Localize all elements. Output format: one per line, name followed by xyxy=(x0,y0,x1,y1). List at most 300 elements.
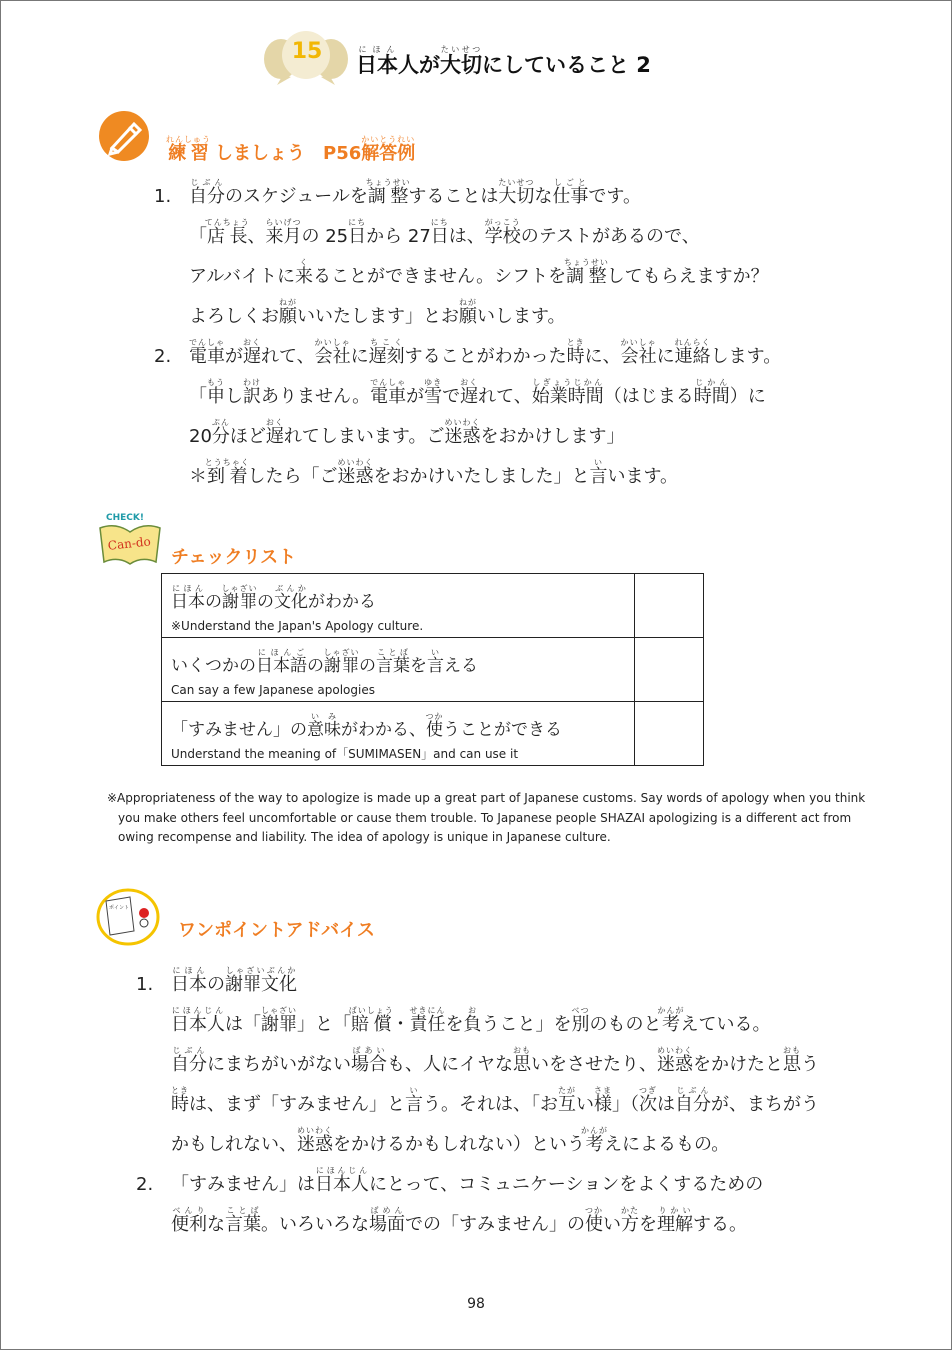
text-segment: での「すみません」の xyxy=(405,1214,585,1235)
furigana: めいわく xyxy=(337,458,374,467)
checklist-item-en: Understand the meaning of「SUMIMASEN」and can use it xyxy=(171,747,519,761)
ruby-base: 時 xyxy=(566,346,585,367)
text-segment: ほど xyxy=(229,426,266,447)
advice-item-number: 1. xyxy=(136,974,154,995)
ruby-word xyxy=(225,966,297,995)
text-segment: う xyxy=(801,1054,819,1075)
text-segment: にとって、コミュニケーションをよくするための xyxy=(369,1174,764,1195)
text-segment: は、まず「すみません」と xyxy=(189,1094,405,1115)
text-segment: することがわかった xyxy=(404,346,567,367)
note-line: you make others feel uncomfortable or cause them trouble. To Japanese people SHAZAI apologizing is a different act from xyxy=(118,810,852,825)
furigana: おく xyxy=(460,378,479,387)
furigana: しぎょうじかん xyxy=(531,378,604,387)
ruby-base: 日本人 xyxy=(171,1014,225,1035)
text-segment: をかけたと xyxy=(693,1054,783,1075)
ruby-word xyxy=(621,1206,639,1235)
ruby-word xyxy=(620,338,657,367)
furigana: もう xyxy=(207,378,225,387)
ruby-base: 言 xyxy=(405,1094,423,1115)
text-segment: な xyxy=(207,1214,225,1235)
ruby-word xyxy=(361,135,416,164)
ruby-base: 迷惑 xyxy=(297,1134,333,1155)
text-segment: 」（ xyxy=(612,1094,639,1115)
ruby-base: 大切 xyxy=(498,186,535,207)
furigana: たいせつ xyxy=(440,45,482,54)
ruby-base: 謝罪 xyxy=(323,656,360,676)
ruby-base: 言葉 xyxy=(376,656,410,676)
text-segment: いくつかの xyxy=(171,656,256,676)
ruby-base: 日本 xyxy=(171,592,205,612)
ruby-base: 言葉 xyxy=(225,1214,261,1235)
ruby-base: 文化 xyxy=(274,592,308,612)
ruby-base: 迷惑 xyxy=(337,466,374,487)
ruby-word xyxy=(265,218,302,247)
furigana: おく xyxy=(243,338,261,347)
text-line xyxy=(189,417,781,457)
apology-note xyxy=(107,789,867,848)
ruby-word xyxy=(675,1086,711,1115)
text-segment: に xyxy=(656,346,675,367)
ruby-word xyxy=(440,45,482,77)
ruby-word xyxy=(189,178,225,207)
text-segment: することは xyxy=(408,186,499,207)
ruby-word xyxy=(571,1006,590,1035)
text-segment: いします。 xyxy=(477,306,566,327)
ruby-word xyxy=(460,378,479,407)
ruby-word xyxy=(171,966,207,995)
ruby-base: 申 xyxy=(207,386,225,407)
furigana: ことば xyxy=(376,648,410,657)
ruby-word xyxy=(398,53,419,77)
text-segment: いいたします」とお xyxy=(297,306,459,327)
ruby-word xyxy=(295,258,314,287)
ruby-word xyxy=(589,458,608,487)
lesson-number: 15 xyxy=(291,39,323,64)
ruby-base: 責任 xyxy=(409,1014,446,1035)
text-segment: いをさせたり、 xyxy=(531,1054,657,1075)
text-segment: よろしくお xyxy=(189,306,279,327)
furigana: ぷん xyxy=(211,418,230,427)
ruby-word xyxy=(365,178,411,207)
furigana: しゃざいぶんか xyxy=(225,966,297,975)
furigana: にほん xyxy=(171,966,207,975)
ruby-base: 会社 xyxy=(620,346,657,367)
text-segment: をおかけいたしました」と xyxy=(373,466,590,487)
furigana: しごと xyxy=(552,178,589,187)
text-line xyxy=(171,1165,763,1205)
furigana: じぶん xyxy=(675,1086,711,1095)
ruby-base: 便利 xyxy=(171,1214,207,1235)
furigana: せきにん xyxy=(409,1006,446,1015)
furigana: ちこく xyxy=(368,338,405,347)
checklist-checkbox[interactable] xyxy=(635,702,704,766)
furigana: しゃざい xyxy=(221,584,258,593)
furigana: めいわく xyxy=(657,1046,693,1055)
ruby-base: 大切 xyxy=(440,53,482,77)
checklist-item-jp xyxy=(171,584,625,617)
furigana: ちょうせい xyxy=(563,258,609,267)
ruby-word xyxy=(424,378,443,407)
ruby-word xyxy=(314,338,351,367)
ruby-base: 様 xyxy=(594,1094,612,1115)
ruby-word xyxy=(674,338,711,367)
ruby-base: 自分 xyxy=(171,1054,207,1075)
ruby-base: 考 xyxy=(581,1134,608,1155)
ruby-word xyxy=(370,378,407,407)
text-segment: は xyxy=(657,1094,675,1115)
ruby-word xyxy=(189,338,225,367)
ruby-base: 時 xyxy=(171,1094,189,1115)
furigana: にほんじん xyxy=(315,1166,369,1175)
text-line xyxy=(189,257,769,297)
ruby-base: 自分 xyxy=(675,1094,711,1115)
furigana: めいわく xyxy=(297,1126,333,1135)
ruby-word xyxy=(279,298,297,327)
note-line: ※Appropriateness of the way to apologize is made up a great part of Japanese customs. Say words of apology when you think xyxy=(107,791,866,805)
ruby-base: 人 xyxy=(398,53,419,77)
furigana: ことば xyxy=(225,1206,261,1215)
text-segment: は「 xyxy=(225,1014,261,1035)
ruby-word xyxy=(513,1046,531,1075)
ruby-word xyxy=(171,1206,207,1235)
text-segment: が xyxy=(225,346,243,367)
text-segment: が、まちがう xyxy=(711,1094,819,1115)
furigana: でんしゃ xyxy=(189,338,225,347)
text-segment: （はじまる xyxy=(603,386,694,407)
furigana: かいとうれい xyxy=(361,135,416,144)
text-segment: のスケジュールを xyxy=(225,186,368,207)
ruby-base: 時間 xyxy=(693,386,730,407)
furigana: ねが xyxy=(279,298,297,307)
text-segment: も、人にイヤな xyxy=(387,1054,513,1075)
ruby-base: 分 xyxy=(211,426,230,447)
furigana: ねが xyxy=(459,298,477,307)
furigana: さま xyxy=(594,1086,612,1095)
ruby-word xyxy=(484,218,521,247)
checklist-item-jp xyxy=(171,648,625,681)
text-segment: れて、 xyxy=(261,346,315,367)
ruby-word xyxy=(351,1046,387,1075)
ruby-base: 調整 xyxy=(563,266,609,287)
ruby-base: 遅刻 xyxy=(368,346,405,367)
pencil-icon xyxy=(98,110,150,162)
ruby-word xyxy=(369,1206,405,1235)
ruby-word xyxy=(783,1046,801,1075)
furigana: じぶん xyxy=(189,178,225,187)
furigana: かいしゃ xyxy=(314,338,351,347)
furigana: ばあい xyxy=(351,1046,387,1055)
text-segment: です。 xyxy=(588,186,641,207)
ruby-base: 思 xyxy=(783,1054,801,1075)
ruby-base: 遅 xyxy=(265,426,284,447)
text-segment: にまちがいがない xyxy=(207,1054,351,1075)
furigana: じぶん xyxy=(171,1046,207,1055)
text-segment: から 27 xyxy=(366,226,431,247)
ruby-base: 方 xyxy=(621,1214,639,1235)
ruby-word xyxy=(225,1206,261,1235)
can-do-book-icon xyxy=(96,506,164,568)
furigana: おく xyxy=(265,418,284,427)
ruby-word xyxy=(563,258,609,287)
ruby-base: 連絡 xyxy=(674,346,711,367)
text-segment: かもしれない、 xyxy=(171,1134,297,1155)
page-title xyxy=(356,45,651,83)
text-segment: ）に xyxy=(729,386,766,407)
text-line xyxy=(171,1005,819,1045)
point-label: ポイント xyxy=(109,905,130,911)
ruby-word xyxy=(274,584,308,612)
ruby-base: 日 xyxy=(430,226,449,247)
ruby-base: 始業時間 xyxy=(531,386,604,407)
text-line xyxy=(171,965,819,1005)
practice-item-number: 1. xyxy=(154,186,172,207)
practice-item-1 xyxy=(189,177,769,337)
furigana: かんが xyxy=(581,1126,608,1135)
text-line xyxy=(171,1085,819,1125)
text-line xyxy=(189,217,769,257)
ruby-base: 日本語 xyxy=(256,656,307,676)
ruby-base: 雪 xyxy=(424,386,443,407)
ruby-base: 謝罪 xyxy=(261,1014,297,1035)
checklist-table xyxy=(161,573,704,766)
furigana: ばいしょう xyxy=(348,1006,394,1015)
ruby-base: 訳 xyxy=(243,386,261,407)
text-segment: します。 xyxy=(710,346,782,367)
text-line xyxy=(189,337,781,377)
ruby-word xyxy=(566,338,585,367)
ruby-word xyxy=(221,584,258,612)
ruby-base: 理解 xyxy=(657,1214,693,1235)
text-segment: ＊ xyxy=(189,466,207,487)
text-segment: 「すみません」は xyxy=(171,1174,315,1195)
furigana: つぎ xyxy=(639,1086,657,1095)
ruby-word xyxy=(315,1166,369,1195)
ruby-base: 日本 xyxy=(356,53,398,77)
text-segment: 、 xyxy=(247,226,266,247)
ruby-base: 来 xyxy=(295,266,314,287)
ruby-word xyxy=(348,218,367,247)
ruby-word xyxy=(297,1126,333,1155)
text-segment: する。 xyxy=(693,1214,747,1235)
ruby-base: 調整 xyxy=(365,186,411,207)
furigana: ちょうせい xyxy=(365,178,411,187)
text-segment: アルバイトに xyxy=(189,266,296,287)
text-segment: し xyxy=(225,386,243,407)
ruby-word xyxy=(348,1006,394,1035)
text-segment: を xyxy=(445,1014,464,1035)
text-segment: の xyxy=(207,974,225,995)
text-segment: れて、 xyxy=(478,386,532,407)
ruby-base: 意味 xyxy=(307,720,341,740)
text-segment: してもらえますか？ xyxy=(606,266,769,287)
ruby-word xyxy=(444,418,481,447)
text-segment: うこと」を xyxy=(481,1014,572,1035)
ruby-word xyxy=(425,712,444,740)
furigana: い xyxy=(405,1086,423,1095)
furigana: らいげつ xyxy=(265,218,302,227)
ruby-base: 言 xyxy=(427,656,444,676)
ruby-word xyxy=(376,648,410,676)
ruby-base: 仕事 xyxy=(552,186,589,207)
furigana: にち xyxy=(430,218,449,227)
text-segment: の xyxy=(257,592,274,612)
furigana: とうちゃく xyxy=(204,458,250,467)
text-segment: にしていること 2 xyxy=(482,53,651,77)
text-segment: をかけるかもしれない）という xyxy=(333,1134,585,1155)
ruby-base: 日本人 xyxy=(315,1174,369,1195)
furigana: たが xyxy=(558,1086,576,1095)
checklist-checkbox[interactable] xyxy=(635,574,704,638)
ruby-base: 自分 xyxy=(189,186,225,207)
ruby-word xyxy=(463,1006,482,1035)
checklist-checkbox[interactable] xyxy=(635,638,704,702)
checklist-row xyxy=(162,638,704,702)
ruby-word xyxy=(657,1006,685,1035)
furigana: かた xyxy=(621,1206,639,1215)
furigana: とき xyxy=(566,338,585,347)
furigana: つか xyxy=(425,712,444,721)
furigana: たいせつ xyxy=(498,178,535,187)
check-label: CHECK! xyxy=(106,513,144,523)
advice-item-2 xyxy=(171,1165,763,1245)
ruby-base: 会社 xyxy=(314,346,351,367)
ruby-base: 遅 xyxy=(243,346,261,367)
ruby-base: 互 xyxy=(558,1094,576,1115)
practice-item-2 xyxy=(189,337,781,497)
ruby-base: 願 xyxy=(279,306,297,327)
ruby-base: 謝罪 xyxy=(221,592,258,612)
furigana: べんり xyxy=(171,1206,207,1215)
text-segment: のテストがあるので、 xyxy=(520,226,700,247)
ruby-word xyxy=(552,178,589,207)
furigana: がっこう xyxy=(484,218,521,227)
text-segment: を xyxy=(639,1214,657,1235)
text-segment: をおかけします」 xyxy=(480,426,625,447)
text-line xyxy=(189,457,781,497)
ruby-base: 考 xyxy=(657,1014,685,1035)
text-line xyxy=(171,1045,819,1085)
ruby-word xyxy=(430,218,449,247)
ruby-word xyxy=(639,1086,657,1115)
furigana: じかん xyxy=(693,378,730,387)
ruby-word xyxy=(594,1086,612,1115)
ruby-word xyxy=(171,1086,189,1115)
furigana: おも xyxy=(783,1046,801,1055)
furigana: れんらく xyxy=(674,338,711,347)
ruby-word xyxy=(243,338,261,367)
text-line xyxy=(171,1125,819,1165)
furigana: にほん xyxy=(356,45,398,54)
checklist-item-en: ※Understand the Japan's Apology culture. xyxy=(171,619,424,633)
ruby-word xyxy=(558,1086,576,1115)
furigana: ゆき xyxy=(424,378,443,387)
ruby-word xyxy=(405,1086,423,1115)
ruby-base: 来月 xyxy=(265,226,302,247)
text-segment: がわかる、 xyxy=(341,720,426,740)
text-segment: れてしまいます。ご xyxy=(283,426,445,447)
ruby-base: 遅 xyxy=(460,386,479,407)
furigana: わけ xyxy=(243,378,261,387)
text-line xyxy=(189,297,769,337)
ruby-word xyxy=(657,1206,693,1235)
text-segment: 。いろいろな xyxy=(261,1214,369,1235)
ruby-word xyxy=(531,378,604,407)
ruby-word xyxy=(211,418,230,447)
ruby-base: 負 xyxy=(463,1014,482,1035)
text-segment: のものと xyxy=(589,1014,662,1035)
ruby-word xyxy=(585,1206,603,1235)
checklist-heading: チェックリスト xyxy=(171,547,297,568)
ruby-word xyxy=(256,648,307,676)
ruby-base: 願 xyxy=(459,306,477,327)
text-line xyxy=(189,377,781,417)
text-segment: の 25 xyxy=(301,226,349,247)
text-segment: 」と「 xyxy=(297,1014,351,1035)
ruby-base: 電車 xyxy=(370,386,407,407)
text-segment: い xyxy=(603,1214,621,1235)
text-segment: な xyxy=(534,186,553,207)
text-segment: しましょう P56 xyxy=(208,143,362,164)
ruby-word xyxy=(693,378,730,407)
ruby-base: 次 xyxy=(639,1094,657,1115)
text-segment: の xyxy=(307,656,324,676)
text-segment: い xyxy=(576,1094,594,1115)
furigana: とき xyxy=(171,1086,189,1095)
text-segment: 20 xyxy=(189,426,212,447)
page-number: 98 xyxy=(467,1296,485,1312)
furigana: お xyxy=(463,1006,482,1015)
checklist-item-en: Can say a few Japanese apologies xyxy=(171,683,375,697)
advice-item-number: 2. xyxy=(136,1174,154,1195)
furigana: にほんご xyxy=(256,648,307,657)
ruby-word xyxy=(581,1126,608,1155)
furigana: い xyxy=(589,458,608,467)
ruby-base: 思 xyxy=(513,1054,531,1075)
ruby-word xyxy=(427,648,444,676)
ruby-base: 謝罪文化 xyxy=(225,974,297,995)
ruby-base: 場面 xyxy=(369,1214,405,1235)
furigana: おも xyxy=(513,1046,531,1055)
ruby-base: 学校 xyxy=(484,226,521,247)
ruby-word xyxy=(459,298,477,327)
ruby-word xyxy=(323,648,360,676)
ruby-word xyxy=(307,712,341,740)
checklist-row xyxy=(162,574,704,638)
text-line xyxy=(171,1205,763,1245)
ruby-base: 店長 xyxy=(204,226,250,247)
text-segment: える xyxy=(444,656,478,676)
ruby-word xyxy=(204,218,250,247)
ruby-word xyxy=(657,1046,693,1075)
ruby-base: 賠償 xyxy=(348,1014,394,1035)
text-segment: がわかる xyxy=(308,592,376,612)
furigana: にほんじん xyxy=(171,1006,225,1015)
ruby-base: 日本 xyxy=(171,974,207,995)
ruby-base: 迷惑 xyxy=(444,426,481,447)
text-segment: に、 xyxy=(584,346,621,367)
checklist-row xyxy=(162,702,704,766)
note-line: owing recompense and liability. The idea of apology is unique in Japanese culture. xyxy=(118,830,611,844)
ruby-word xyxy=(171,584,205,612)
text-segment: 「 xyxy=(189,226,207,247)
advice-heading: ワンポイントアドバイス xyxy=(178,920,375,941)
ruby-base: 電車 xyxy=(189,346,225,367)
ruby-base: 到着 xyxy=(204,466,250,487)
ruby-base: 迷惑 xyxy=(657,1054,693,1075)
text-segment: したら「ご xyxy=(247,466,338,487)
text-segment: ・ xyxy=(391,1014,410,1035)
ruby-word xyxy=(337,458,374,487)
